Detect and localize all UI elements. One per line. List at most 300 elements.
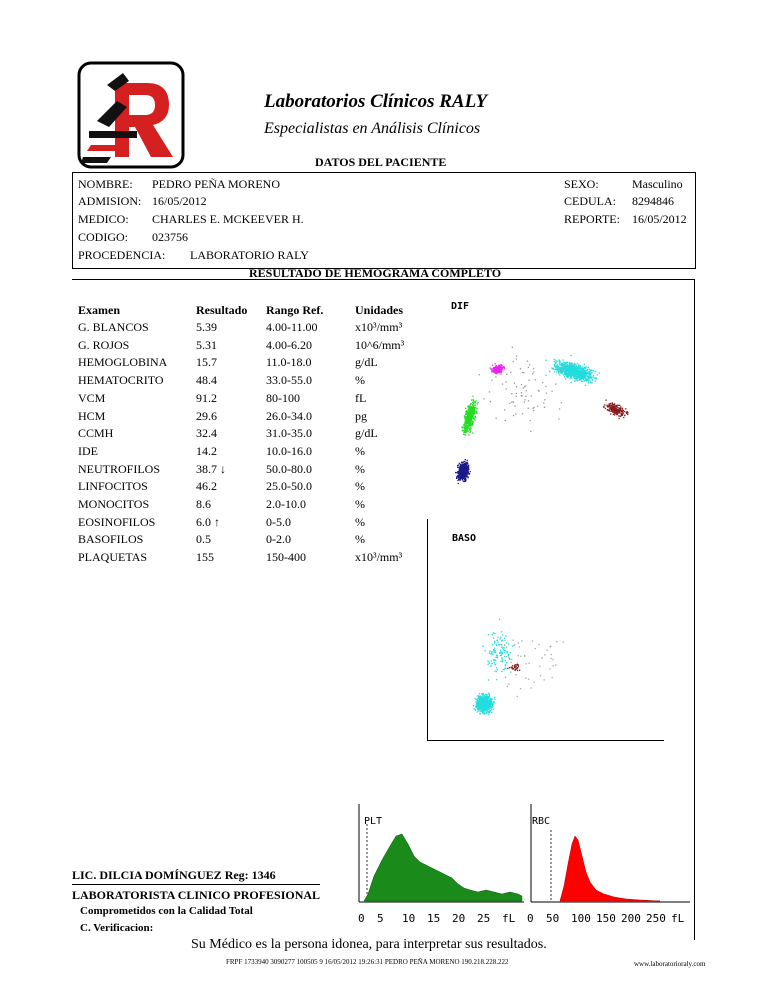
sexo-label: SEXO: bbox=[564, 177, 599, 191]
scatter-dot bbox=[578, 365, 579, 366]
scatter-dot bbox=[510, 672, 511, 673]
scatter-dot bbox=[588, 377, 589, 378]
scatter-dot bbox=[464, 474, 465, 475]
scatter-dot bbox=[485, 650, 486, 651]
scatter-dot bbox=[618, 415, 619, 416]
scatter-dot bbox=[507, 668, 508, 669]
scatter-dot bbox=[526, 390, 527, 391]
table-cell-rango: 2.0-10.0 bbox=[266, 497, 306, 511]
scatter-dot bbox=[506, 662, 507, 663]
scatter-dot bbox=[618, 418, 619, 419]
scatter-dot bbox=[505, 420, 506, 421]
scatter-dot bbox=[589, 373, 590, 374]
scatter-dot bbox=[518, 666, 519, 667]
scatter-dot bbox=[557, 366, 558, 367]
scatter-dot bbox=[458, 483, 459, 484]
scatter-dot bbox=[491, 651, 492, 652]
scatter-dot bbox=[571, 363, 572, 364]
lab-subtitle: Especialistas en Análisis Clínicos bbox=[264, 120, 481, 137]
table-cell-unidades: % bbox=[355, 479, 365, 494]
scatter-dot bbox=[568, 368, 569, 369]
scatter-dot bbox=[483, 696, 484, 697]
scatter-dot bbox=[502, 661, 503, 662]
scatter-dot bbox=[458, 479, 459, 480]
scatter-dot bbox=[492, 704, 493, 705]
scatter-dot bbox=[505, 665, 506, 666]
reporte-value: 16/05/2012 bbox=[632, 212, 687, 226]
scatter-dot bbox=[610, 413, 611, 414]
scatter-dot bbox=[571, 373, 572, 374]
scatter-dot bbox=[464, 461, 465, 462]
scatter-dot bbox=[534, 407, 535, 408]
scatter-dot bbox=[576, 370, 577, 371]
scatter-dot bbox=[481, 696, 482, 697]
scatter-dot bbox=[504, 669, 505, 670]
scatter-dot bbox=[479, 705, 480, 706]
scatter-dot bbox=[462, 477, 463, 478]
scatter-dot bbox=[491, 709, 492, 710]
scatter-dot bbox=[469, 412, 470, 413]
scatter-dot bbox=[468, 471, 469, 472]
scatter-dot bbox=[587, 379, 588, 380]
scatter-dot bbox=[508, 657, 509, 658]
scatter-dot bbox=[610, 403, 611, 404]
scatter-dot bbox=[516, 356, 517, 357]
scatter-dot bbox=[535, 648, 536, 649]
scatter-dot bbox=[533, 368, 534, 369]
scatter-dot bbox=[567, 377, 568, 378]
scatter-dot bbox=[614, 403, 615, 404]
scatter-dot bbox=[516, 386, 517, 387]
table-cell-rango: 0-2.0 bbox=[266, 532, 291, 547]
scatter-dot bbox=[489, 710, 490, 711]
exam-header: Examen bbox=[78, 303, 120, 317]
scatter-dot bbox=[468, 405, 469, 406]
scatter-dot bbox=[470, 409, 471, 410]
scatter-dot bbox=[472, 402, 473, 403]
scatter-dot bbox=[565, 369, 566, 370]
scatter-dot bbox=[588, 380, 589, 381]
scatter-dot bbox=[492, 653, 493, 654]
scatter-dot bbox=[498, 366, 499, 367]
scatter-dot bbox=[474, 401, 475, 402]
scatter-dot bbox=[552, 659, 553, 660]
scatter-dot bbox=[494, 702, 495, 703]
scatter-dot bbox=[592, 376, 593, 377]
scatter-dot bbox=[508, 684, 509, 685]
scatter-dot bbox=[553, 359, 554, 360]
scatter-dot bbox=[459, 470, 460, 471]
scatter-dot bbox=[464, 415, 465, 416]
scatter-dot bbox=[462, 466, 463, 467]
scatter-dot bbox=[593, 370, 594, 371]
scatter-dot bbox=[488, 714, 489, 715]
scatter-dot bbox=[477, 711, 478, 712]
scatter-dot bbox=[501, 647, 502, 648]
axis-tick-label: 50 bbox=[546, 912, 560, 925]
scatter-dot bbox=[489, 391, 490, 392]
scatter-dot bbox=[524, 399, 525, 400]
scatter-dot bbox=[463, 469, 464, 470]
scatter-dot bbox=[542, 657, 543, 658]
dif-label: DIF bbox=[451, 301, 470, 312]
scatter-dot bbox=[507, 686, 508, 687]
scatter-dot bbox=[570, 367, 571, 368]
scatter-dot bbox=[533, 371, 534, 372]
scatter-dot bbox=[576, 377, 577, 378]
scatter-dot bbox=[625, 408, 626, 409]
scatter-dot bbox=[515, 674, 516, 675]
table-cell-unidades: pg bbox=[355, 408, 367, 423]
result-header: Resultado bbox=[196, 303, 248, 317]
scatter-dot bbox=[512, 668, 513, 669]
scatter-dot bbox=[466, 410, 467, 411]
scatter-dot bbox=[555, 367, 556, 368]
scatter-dot bbox=[574, 376, 575, 377]
scatter-dot bbox=[500, 364, 501, 365]
scatter-dot bbox=[565, 372, 566, 373]
codigo-value: 023756 bbox=[152, 230, 188, 244]
scatter-dot bbox=[461, 474, 462, 475]
scatter-dot bbox=[558, 367, 559, 368]
scatter-dot bbox=[515, 664, 516, 665]
scatter-dot bbox=[465, 434, 466, 435]
scatter-dot bbox=[525, 678, 526, 679]
scatter-dot bbox=[488, 662, 489, 663]
scatter-dot bbox=[514, 665, 515, 666]
scatter-dot bbox=[460, 464, 461, 465]
scatter-dot bbox=[482, 713, 483, 714]
scatter-dot bbox=[500, 650, 501, 651]
scatter-dot bbox=[616, 412, 617, 413]
scatter-dot bbox=[464, 479, 465, 480]
scatter-dot bbox=[489, 652, 490, 653]
scatter-dot bbox=[467, 460, 468, 461]
scatter-dot bbox=[483, 705, 484, 706]
table-cell-examen: G. ROJOS bbox=[78, 337, 130, 352]
scatter-dot bbox=[551, 367, 552, 368]
scatter-dot bbox=[552, 677, 553, 678]
medico-label: MEDICO: bbox=[78, 212, 129, 226]
scatter-dot bbox=[472, 414, 473, 415]
scatter-dot bbox=[617, 413, 618, 414]
scatter-dot bbox=[545, 360, 546, 361]
scatter-dot bbox=[488, 701, 489, 702]
scatter-dot bbox=[492, 365, 493, 366]
scatter-dot bbox=[475, 417, 476, 418]
scatter-dot bbox=[470, 414, 471, 415]
table-cell-examen: BASOFILOS bbox=[78, 532, 144, 547]
scatter-dot bbox=[530, 431, 531, 432]
scatter-dot bbox=[570, 382, 571, 383]
scatter-dot bbox=[495, 660, 496, 661]
scatter-dot bbox=[485, 694, 486, 695]
scatter-dot bbox=[528, 408, 529, 409]
scatter-dot bbox=[554, 371, 555, 372]
scatter-dot bbox=[503, 647, 504, 648]
scatter-dot bbox=[494, 662, 495, 663]
scatter-dot bbox=[611, 411, 612, 412]
scatter-dot bbox=[544, 679, 545, 680]
scatter-dot bbox=[488, 693, 489, 694]
scatter-dot bbox=[497, 640, 498, 641]
footer-website[interactable]: www.laboratorioraly.com bbox=[634, 960, 706, 968]
scatter-dot bbox=[513, 415, 514, 416]
scatter-dot bbox=[523, 372, 524, 373]
scatter-dot bbox=[496, 667, 497, 668]
scatter-dot bbox=[491, 707, 492, 708]
scatter-dot bbox=[473, 407, 474, 408]
scatter-dot bbox=[476, 699, 477, 700]
scatter-dot bbox=[483, 398, 484, 399]
scatter-dot bbox=[529, 663, 530, 664]
scatter-dot bbox=[502, 660, 503, 661]
scatter-dot bbox=[466, 467, 467, 468]
scatter-dot bbox=[499, 644, 500, 645]
scatter-dot bbox=[558, 360, 559, 361]
scatter-dot bbox=[569, 373, 570, 374]
scatter-dot bbox=[480, 713, 481, 714]
scatter-dot bbox=[475, 698, 476, 699]
scatter-dot bbox=[525, 663, 526, 664]
scatter-dot bbox=[576, 366, 577, 367]
scatter-dot bbox=[493, 651, 494, 652]
scatter-dot bbox=[609, 405, 610, 406]
table-cell-rango: 4.00-6.20 bbox=[266, 337, 312, 352]
scatter-dot bbox=[484, 708, 485, 709]
scatter-dot bbox=[488, 634, 489, 635]
scatter-dot bbox=[466, 429, 467, 430]
axis-tick-label: fL bbox=[671, 912, 685, 925]
scatter-dot bbox=[495, 371, 496, 372]
scatter-dot bbox=[509, 403, 510, 404]
scatter-dot bbox=[465, 476, 466, 477]
scatter-dot bbox=[477, 706, 478, 707]
scatter-dot bbox=[531, 687, 532, 688]
scatter-dot bbox=[566, 365, 567, 366]
scatter-dot bbox=[612, 411, 613, 412]
scatter-dot bbox=[497, 368, 498, 369]
scatter-dot bbox=[591, 372, 592, 373]
scatter-dot bbox=[493, 709, 494, 710]
scatter-dot bbox=[513, 401, 514, 402]
scatter-dot bbox=[577, 372, 578, 373]
scatter-dot bbox=[475, 701, 476, 702]
baso-label: BASO bbox=[452, 533, 477, 544]
scatter-dot bbox=[562, 365, 563, 366]
scatter-dot bbox=[616, 405, 617, 406]
scatter-dot bbox=[513, 640, 514, 641]
scatter-dot bbox=[494, 697, 495, 698]
dif-scatter-plot bbox=[427, 289, 663, 507]
scatter-dot bbox=[461, 469, 462, 470]
footer-meta: FRPF 1733940 3090277 100505 9 16/05/2012 19:26:31 PEDRO PEÑA MORENO 190.218.228.222 bbox=[226, 958, 509, 966]
scatter-dot bbox=[500, 373, 501, 374]
scatter-dot bbox=[529, 364, 530, 365]
scatter-dot bbox=[514, 667, 515, 668]
scatter-dot bbox=[545, 386, 546, 387]
scatter-dot bbox=[566, 373, 567, 374]
table-cell-examen: CCMH bbox=[78, 426, 114, 441]
lab-name: Laboratorios Clínicos RALY bbox=[264, 91, 488, 112]
plt-label: PLT bbox=[364, 816, 383, 827]
scatter-dot bbox=[590, 369, 591, 370]
scatter-dot bbox=[507, 651, 508, 652]
scatter-dot bbox=[493, 632, 494, 633]
scatter-dot bbox=[568, 370, 569, 371]
scatter-dot bbox=[462, 478, 463, 479]
scatter-dot bbox=[573, 368, 574, 369]
scatter-dot bbox=[571, 371, 572, 372]
lab-logo bbox=[77, 61, 185, 169]
scatter-dot bbox=[486, 712, 487, 713]
admision-value: 16/05/2012 bbox=[152, 194, 207, 208]
scatter-dot bbox=[553, 368, 554, 369]
verification-label: C. Verificacion: bbox=[80, 922, 154, 934]
scatter-dot bbox=[471, 420, 472, 421]
scatter-dot bbox=[580, 379, 581, 380]
scatter-dot bbox=[521, 640, 522, 641]
scatter-dot bbox=[472, 412, 473, 413]
scatter-dot bbox=[467, 473, 468, 474]
scatter-dot bbox=[607, 406, 608, 407]
scatter-dot bbox=[456, 472, 457, 473]
scatter-dot bbox=[458, 464, 459, 465]
scatter-dot bbox=[479, 374, 480, 375]
scatter-dot bbox=[480, 711, 481, 712]
scatter-dot bbox=[607, 405, 608, 406]
scatter-dot bbox=[470, 471, 471, 472]
scatter-dot bbox=[484, 704, 485, 705]
scatter-dot bbox=[595, 381, 596, 382]
scatter-dot bbox=[580, 368, 581, 369]
scatter-dot bbox=[456, 478, 457, 479]
scatter-dot bbox=[495, 363, 496, 364]
scatter-dot bbox=[464, 424, 465, 425]
scatter-dot bbox=[504, 640, 505, 641]
scatter-dot bbox=[522, 372, 523, 373]
scatter-dot bbox=[589, 380, 590, 381]
scatter-dot bbox=[478, 709, 479, 710]
scatter-dot bbox=[508, 644, 509, 645]
scatter-dot bbox=[613, 408, 614, 409]
scatter-dot bbox=[495, 664, 496, 665]
scatter-dot bbox=[621, 414, 622, 415]
scatter-dot bbox=[491, 380, 492, 381]
table-cell-rango: 11.0-18.0 bbox=[266, 355, 312, 370]
scatter-dot bbox=[499, 367, 500, 368]
scatter-dot bbox=[500, 372, 501, 373]
scatter-dot bbox=[505, 381, 506, 382]
scatter-dot bbox=[591, 382, 592, 383]
scatter-dot bbox=[474, 410, 475, 411]
scatter-dot bbox=[487, 711, 488, 712]
scatter-dot bbox=[566, 370, 567, 371]
scatter-dot bbox=[462, 430, 463, 431]
scatter-dot bbox=[551, 391, 552, 392]
plt-histogram bbox=[358, 804, 524, 904]
scatter-dot bbox=[464, 428, 465, 429]
scatter-dot bbox=[460, 472, 461, 473]
scatter-dot bbox=[482, 695, 483, 696]
table-cell-unidades: x10³/mm³ bbox=[355, 550, 403, 565]
scatter-dot bbox=[563, 374, 564, 375]
scatter-dot bbox=[621, 411, 622, 412]
table-cell-examen: EOSINOFILOS bbox=[78, 514, 156, 529]
scatter-dot bbox=[501, 369, 502, 370]
scatter-dot bbox=[567, 362, 568, 363]
table-cell-resultado: 32.4 bbox=[196, 426, 217, 441]
scatter-dot bbox=[619, 408, 620, 409]
axis-tick-label: 0 bbox=[358, 912, 365, 925]
scatter-dot bbox=[472, 416, 473, 417]
scatter-dot bbox=[488, 708, 489, 709]
scatter-dot bbox=[505, 668, 506, 669]
scatter-dot bbox=[544, 399, 545, 400]
scatter-dot bbox=[560, 370, 561, 371]
scatter-dot bbox=[475, 710, 476, 711]
scatter-dot bbox=[510, 372, 511, 373]
scatter-dot bbox=[468, 418, 469, 419]
axis-tick-label: 0 bbox=[527, 912, 534, 925]
scatter-dot bbox=[517, 663, 518, 664]
scatter-dot bbox=[501, 651, 502, 652]
scatter-dot bbox=[554, 364, 555, 365]
table-cell-unidades: % bbox=[355, 497, 365, 511]
scatter-dot bbox=[508, 655, 509, 656]
scatter-dot bbox=[575, 378, 576, 379]
scatter-dot bbox=[580, 373, 581, 374]
scatter-dot bbox=[585, 385, 586, 386]
table-cell-resultado: 29.6 bbox=[196, 408, 217, 423]
scatter-dot bbox=[567, 374, 568, 375]
scatter-dot bbox=[577, 363, 578, 364]
scatter-dot bbox=[497, 637, 498, 638]
scatter-dot bbox=[504, 644, 505, 645]
scatter-dot bbox=[498, 371, 499, 372]
scatter-dot bbox=[472, 405, 473, 406]
scatter-dot bbox=[491, 370, 492, 371]
scatter-dot bbox=[528, 367, 529, 368]
scatter-dot bbox=[540, 675, 541, 676]
scatter-dot bbox=[603, 407, 604, 408]
scatter-dot bbox=[516, 666, 517, 667]
scatter-dot bbox=[495, 376, 496, 377]
scatter-dot bbox=[496, 655, 497, 656]
scatter-dot bbox=[464, 431, 465, 432]
medico-value: CHARLES E. MCKEEVER H. bbox=[152, 212, 304, 226]
scatter-dot bbox=[477, 403, 478, 404]
scatter-dot bbox=[472, 424, 473, 425]
scatter-dot bbox=[563, 359, 564, 360]
scatter-dot bbox=[469, 429, 470, 430]
scatter-dot bbox=[469, 473, 470, 474]
rbc-label: RBC bbox=[532, 816, 551, 827]
table-cell-rango: 0-5.0 bbox=[266, 514, 291, 529]
scatter-dot bbox=[499, 652, 500, 653]
scatter-dot bbox=[466, 420, 467, 421]
table-cell-unidades: g/dL bbox=[355, 355, 378, 370]
scatter-dot bbox=[483, 703, 484, 704]
scatter-dot bbox=[494, 643, 495, 644]
scatter-dot bbox=[487, 706, 488, 707]
scatter-dot bbox=[470, 419, 471, 420]
codigo-label: CODIGO: bbox=[78, 230, 128, 244]
scatter-dot bbox=[478, 696, 479, 697]
scatter-dot bbox=[555, 363, 556, 364]
axis-tick-label: 10 bbox=[402, 912, 416, 925]
scatter-dot bbox=[590, 375, 591, 376]
